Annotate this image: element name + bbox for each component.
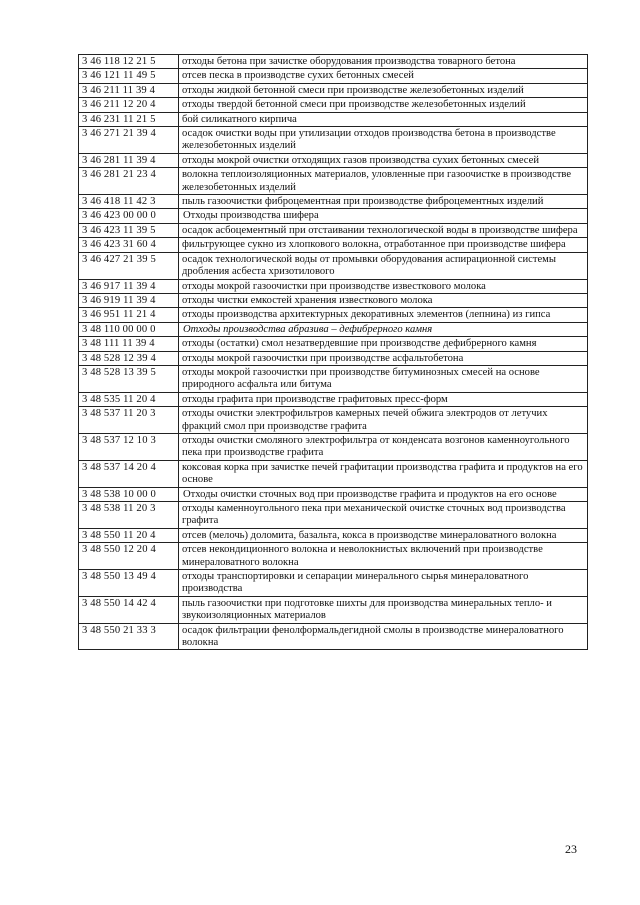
waste-description-cell: волокна теплоизоляционных материалов, уловленные при газоочистке в производстве железобетонных изделий [179, 168, 588, 195]
table-row [79, 112, 588, 126]
waste-description-cell: отходы производства архитектурных декоративных элементов (лепнина) из гипса [179, 308, 588, 322]
waste-code-cell: 3 46 917 11 39 4 [79, 279, 179, 293]
table-row [79, 69, 588, 83]
table-row [79, 460, 588, 487]
page-number: 23 [565, 842, 577, 856]
waste-code-cell: 3 48 550 14 42 4 [79, 596, 179, 623]
waste-description-cell: Отходы очистки сточных вод при производстве графита и продуктов на его основе [179, 487, 588, 501]
table-row [79, 98, 588, 112]
waste-code-cell: 3 46 427 21 39 5 [79, 252, 179, 279]
waste-description-cell: осадок фильтрации фенолформальдегидной смолы в производстве минераловатного волокна [179, 623, 588, 650]
table-group-row [79, 322, 588, 336]
waste-code-cell: 3 46 418 11 42 3 [79, 195, 179, 209]
waste-description-cell: осадок очистки воды при утилизации отходов производства бетона в производстве железобетонных изделий [179, 127, 588, 154]
waste-code-cell: 3 48 535 11 20 4 [79, 392, 179, 406]
waste-description-cell: отходы бетона при зачистке оборудования производства товарного бетона [179, 55, 588, 69]
waste-code-cell: 3 46 423 31 60 4 [79, 238, 179, 252]
table-row [79, 407, 588, 434]
waste-code-cell: 3 46 231 11 21 5 [79, 112, 179, 126]
waste-description-cell: отходы очистки смоляного электрофильтра от конденсата возгонов каменноугольного пека при производстве графита [179, 433, 588, 460]
waste-description-cell: отсев песка в производстве сухих бетонных смесей [179, 69, 588, 83]
waste-description-cell: отходы мокрой газоочистки при производстве битуминозных смесей на основе природного асфальта или битума [179, 365, 588, 392]
waste-description-cell: Отходы производства абразива – дефибрерного камня [179, 322, 588, 336]
waste-description-cell: отходы мокрой очистки отходящих газов производства сухих бетонных смесей [179, 153, 588, 167]
table-row [79, 528, 588, 542]
waste-code-cell: 3 46 423 00 00 0 [79, 209, 179, 223]
table-row [79, 623, 588, 650]
waste-code-cell: 3 46 271 21 39 4 [79, 127, 179, 154]
waste-code-cell: 3 46 211 11 39 4 [79, 83, 179, 97]
table-row [79, 153, 588, 167]
waste-code-table [78, 54, 588, 650]
waste-code-cell: 3 48 550 13 49 4 [79, 570, 179, 597]
waste-description-cell: осадок асбоцементный при отстаивании технологической воды в производстве шифера [179, 223, 588, 237]
waste-description-cell: отходы транспортировки и сепарации минерального сырья минераловатного производства [179, 570, 588, 597]
waste-code-cell: 3 46 951 11 21 4 [79, 308, 179, 322]
table-row [79, 596, 588, 623]
waste-description-cell: отходы мокрой газоочистки при производстве асфальтобетона [179, 351, 588, 365]
waste-description-cell: пыль газоочистки фиброцементная при производстве фиброцементных изделий [179, 195, 588, 209]
table-row [79, 293, 588, 307]
waste-description-cell: отходы чистки емкостей хранения известкового молока [179, 293, 588, 307]
waste-description-cell: отсев (мелочь) доломита, базальта, кокса в производстве минераловатного волокна [179, 528, 588, 542]
table-row [79, 392, 588, 406]
waste-description-cell: отходы графита при производстве графитовых пресс-форм [179, 392, 588, 406]
waste-code-cell: 3 48 537 12 10 3 [79, 433, 179, 460]
table-row [79, 252, 588, 279]
waste-description-cell: отходы жидкой бетонной смеси при производстве железобетонных изделий [179, 83, 588, 97]
waste-description-cell: осадок технологической воды от промывки оборудования аспирационной системы дробления асбеста хризотилового [179, 252, 588, 279]
table-row [79, 337, 588, 351]
table-row [79, 238, 588, 252]
waste-code-cell: 3 48 111 11 39 4 [79, 337, 179, 351]
table-row [79, 351, 588, 365]
waste-code-cell: 3 48 550 12 20 4 [79, 543, 179, 570]
waste-description-cell: пыль газоочистки при подготовке шихты для производства минеральных тепло- и звукоизоляционных материалов [179, 596, 588, 623]
waste-code-cell: 3 46 919 11 39 4 [79, 293, 179, 307]
table-row [79, 127, 588, 154]
waste-code-cell: 3 46 281 11 39 4 [79, 153, 179, 167]
waste-description-cell: коксовая корка при зачистке печей графитации производства графита и продуктов на его основе [179, 460, 588, 487]
table-row [79, 570, 588, 597]
table-row [79, 168, 588, 195]
waste-code-cell: 3 48 550 21 33 3 [79, 623, 179, 650]
waste-description-cell: бой силикатного кирпича [179, 112, 588, 126]
waste-code-cell: 3 48 537 11 20 3 [79, 407, 179, 434]
table-row [79, 55, 588, 69]
waste-code-cell: 3 46 423 11 39 5 [79, 223, 179, 237]
waste-code-cell: 3 48 538 11 20 3 [79, 502, 179, 529]
waste-description-cell: отходы твердой бетонной смеси при производстве железобетонных изделий [179, 98, 588, 112]
waste-code-cell: 3 46 121 11 49 5 [79, 69, 179, 83]
table-row [79, 83, 588, 97]
waste-code-cell: 3 46 211 12 20 4 [79, 98, 179, 112]
table-row [79, 223, 588, 237]
waste-code-cell: 3 48 537 14 20 4 [79, 460, 179, 487]
waste-code-cell: 3 46 281 21 23 4 [79, 168, 179, 195]
table-row [79, 308, 588, 322]
waste-code-cell: 3 48 110 00 00 0 [79, 322, 179, 336]
waste-description-cell: отходы очистки электрофильтров камерных печей обжига электродов от летучих фракций смол при производстве графита [179, 407, 588, 434]
table-row [79, 279, 588, 293]
table-row [79, 195, 588, 209]
waste-code-cell: 3 48 550 11 20 4 [79, 528, 179, 542]
waste-code-cell: 3 48 528 12 39 4 [79, 351, 179, 365]
table-row [79, 543, 588, 570]
waste-description-cell: отходы каменноугольного пека при механической очистке сточных вод производства графита [179, 502, 588, 529]
table-row [79, 365, 588, 392]
waste-code-cell: 3 48 538 10 00 0 [79, 487, 179, 501]
waste-description-cell: отходы мокрой газоочистки при производстве известкового молока [179, 279, 588, 293]
waste-description-cell: Отходы производства шифера [179, 209, 588, 223]
table-row [79, 433, 588, 460]
table-row [79, 502, 588, 529]
waste-description-cell: фильтрующее сукно из хлопкового волокна, отработанное при производстве шифера [179, 238, 588, 252]
table-group-row [79, 209, 588, 223]
waste-description-cell: отсев некондиционного волокна и неволокнистых включений при производстве минераловатного волокна [179, 543, 588, 570]
waste-code-cell: 3 46 118 12 21 5 [79, 55, 179, 69]
table-body [79, 55, 588, 650]
waste-description-cell: отходы (остатки) смол незатвердевшие при производстве дефибрерного камня [179, 337, 588, 351]
waste-code-cell: 3 48 528 13 39 5 [79, 365, 179, 392]
table-group-row [79, 487, 588, 501]
